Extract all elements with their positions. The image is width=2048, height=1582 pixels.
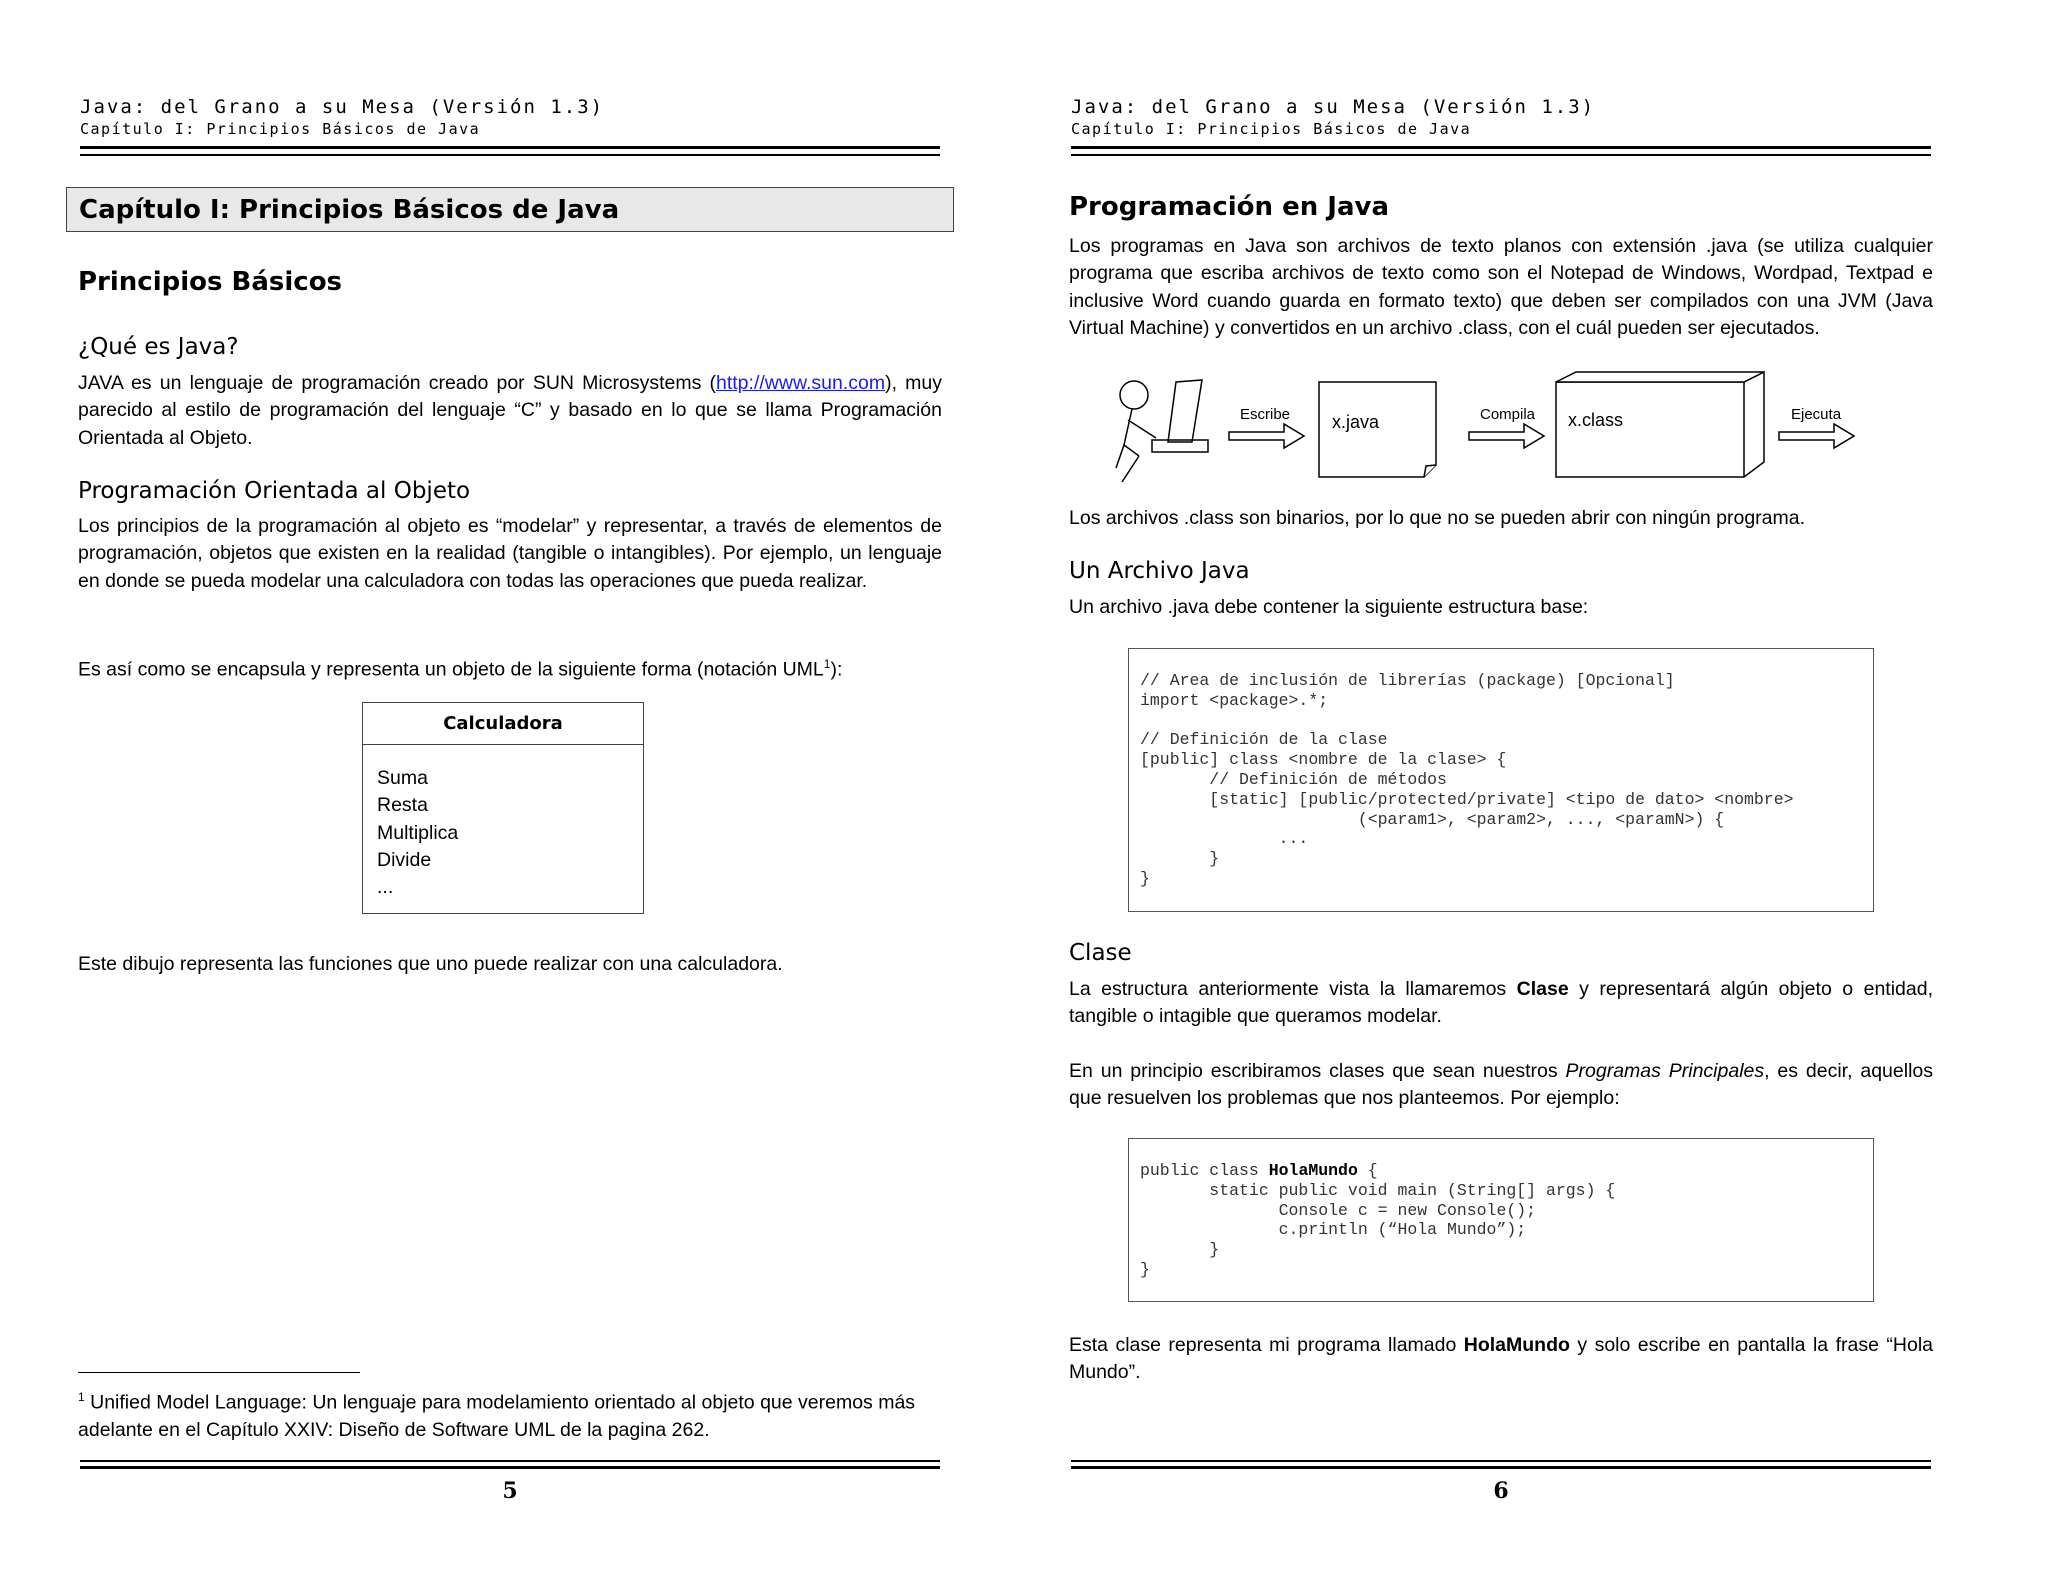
code-hello-box	[1128, 1138, 1874, 1302]
code-structure-box	[1128, 648, 1874, 912]
paragraph-text: En un principio escribiramos clases que sean nuestros	[1069, 1060, 1566, 1082]
code-line: }	[1140, 849, 1220, 869]
what-is-java-paragraph	[78, 370, 942, 452]
code-line: [static] [public/protected/private] <tipo de dato> <nombre>	[1140, 789, 1794, 809]
oop-heading: Programación Orientada al Objeto	[78, 478, 471, 504]
paragraph-text: , es decir, aquellos que resuelven los problemas que nos planteemos. Por ejemplo:	[1069, 1060, 1934, 1110]
uml-class-box	[362, 702, 644, 914]
footnote-marker: 1	[78, 1390, 85, 1404]
chapter-title-box	[66, 187, 954, 232]
uml-intro	[78, 651, 942, 684]
book-title-header: Java: del Grano a su Mesa (Versión 1.3)	[80, 96, 605, 118]
footnote-ref: 1	[823, 657, 831, 671]
page-number: 5	[502, 1478, 518, 1504]
step-compila: Compila	[1480, 406, 1536, 423]
italic-term: Programas Principales	[1565, 1060, 1765, 1082]
paragraph-text: JAVA es un lenguaje de programación creado por SUN Microsystems (	[78, 372, 716, 394]
section-title: Principios Básicos	[78, 267, 343, 297]
footer-rule-thin	[1071, 1460, 1931, 1462]
section-title: Programación en Java	[1069, 192, 1390, 222]
step-ejecuta: Ejecuta	[1791, 406, 1842, 423]
code-line: public class	[1140, 1161, 1269, 1180]
un-archivo-heading: Un Archivo Java	[1069, 558, 1250, 584]
bold-term: HolaMundo	[1463, 1334, 1570, 1356]
book-title-header: Java: del Grano a su Mesa (Versión 1.3)	[1071, 96, 1596, 118]
code-line: {	[1357, 1161, 1378, 1180]
file-java: x.java	[1332, 412, 1380, 432]
code-line: // Definición de la clase	[1140, 730, 1388, 750]
code-line: // Definición de métodos	[1140, 769, 1447, 789]
step-escribe: Escribe	[1240, 406, 1291, 423]
header-rule-thin	[1071, 154, 1931, 156]
code-line: ...	[1140, 829, 1309, 849]
code-bold-classname: HolaMundo	[1268, 1161, 1358, 1180]
footer-rule	[1071, 1466, 1931, 1469]
un-archivo-text: Un archivo .java debe contener la siguiente estructura base:	[1069, 596, 1589, 618]
header-rule	[1071, 146, 1931, 149]
file-class: x.class	[1568, 410, 1624, 430]
sun-link[interactable]: http://www.sun.com	[716, 372, 886, 394]
uml-intro-text: Es así como se encapsula y representa un objeto de la siguiente forma (notación UML	[78, 658, 824, 681]
chapter-header: Capítulo I: Principios Básicos de Java	[1071, 120, 1472, 138]
closing-paragraph	[1069, 1332, 1933, 1387]
header-rule	[80, 146, 940, 149]
paragraph-text: y solo escribe en pantalla la frase “Hola Mundo”.	[1069, 1334, 1933, 1384]
code-line: (<param1>, <param2>, ..., <paramN>) {	[1140, 809, 1725, 829]
code-line: // Area de inclusión de librerías (package) [Opcional]	[1140, 671, 1675, 690]
clase-paragraph-2	[1069, 1058, 1933, 1113]
uml-method: Resta	[377, 794, 428, 817]
footnote	[78, 1384, 942, 1444]
code-line: import <package>.*;	[1140, 690, 1329, 710]
code-line: }	[1140, 868, 1150, 888]
uml-intro-end: ):	[830, 658, 843, 681]
code-hello-text	[1140, 1161, 1615, 1280]
code-structure-text	[1140, 671, 1794, 889]
paragraph-text: La estructura anteriormente vista la llamaremos	[1069, 978, 1517, 1000]
paragraph-text: Esta clase representa mi programa llamado	[1069, 1334, 1464, 1356]
uml-method: Suma	[377, 767, 428, 789]
footer-rule	[80, 1466, 940, 1469]
footer-rule-thin	[80, 1460, 940, 1462]
person-at-computer-icon	[1116, 380, 1208, 482]
bold-term: Clase	[1516, 978, 1569, 1000]
oop-paragraph: Los principios de la programación al objeto es “modelar” y representar, a través de elementos de programación, objetos que existen en la realidad (tangible o intangibles). Por ejemplo, un lenguaje en donde se pueda modelar una calculadora con todas las operaciones que pueda realizar.	[78, 515, 942, 592]
footnote-text: Unified Model Language: Un lenguaje para modelamiento orientado al objeto que veremos más adelante en el Capítulo XXIV: Diseño de Software UML de la pagina 262.	[78, 1391, 916, 1441]
arrow-ejecuta	[1779, 424, 1854, 448]
uml-method: Multiplica	[377, 821, 459, 844]
compile-flow-diagram	[1064, 370, 1944, 490]
code-line	[1140, 711, 1794, 731]
intro-paragraph: Los programas en Java son archivos de texto planos con extensión .java (se utiliza cualquier programa que escriba archivos de texto como son el Notepad de Windows, Wordpad, Textpad e inclusive Word cuando guarda en formato texto) que deben ser compilados con una JVM (Java Virtual Machine) y convertidos en un archivo .class, con el cuál pueden ser ejecutados.	[1069, 235, 1933, 339]
code-hello-rest: static public void main (String[] args) { Console c = new Console(); c.println (“Hola Mundo”); } }	[1140, 1180, 1616, 1279]
right-page	[1024, 0, 2048, 1582]
code-line: [public] class <nombre de la clase> {	[1140, 750, 1507, 770]
what-is-java-heading: ¿Qué es Java?	[78, 334, 239, 360]
paragraph-text: ), muy parecido al estilo de programación del lenguaje “C” y basado en lo que se llama Programación Orientada al Objeto.	[78, 372, 942, 449]
uml-class-name: Calculadora	[363, 703, 643, 745]
uml-method: ...	[377, 876, 394, 899]
binary-note: Los archivos .class son binarios, por lo que no se pueden abrir con ningún programa.	[1069, 507, 1806, 529]
chapter-header: Capítulo I: Principios Básicos de Java	[80, 120, 481, 138]
drawing-caption: Este dibujo representa las funciones que uno puede realizar con una calculadora.	[78, 953, 783, 975]
arrow-escribe	[1229, 424, 1304, 448]
header-rule-thin	[80, 154, 940, 156]
uml-method: Divide	[377, 848, 432, 871]
page-number: 6	[1493, 1478, 1509, 1504]
footnote-separator	[78, 1372, 360, 1373]
paragraph-text: y representará algún objeto o entidad, tangible o intagible que queramos modelar.	[1069, 978, 1933, 1028]
uml-methods-list	[377, 765, 458, 901]
clase-heading: Clase	[1069, 940, 1132, 966]
arrow-compila	[1469, 424, 1544, 448]
clase-paragraph-1	[1069, 976, 1933, 1031]
chapter-title: Capítulo I: Principios Básicos de Java	[79, 195, 620, 225]
